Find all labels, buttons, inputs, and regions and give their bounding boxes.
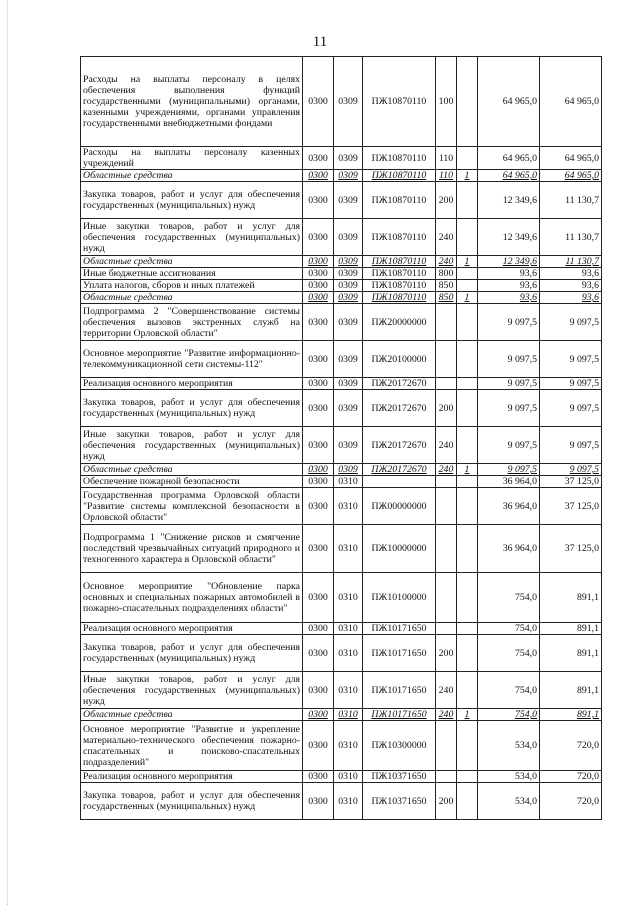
row-expense-type [436,476,457,488]
row-section: 0300 [303,709,334,721]
row-expense-type [436,771,457,783]
row-amount-2: 93,6 [540,292,602,304]
row-name: Закупка товаров, работ и услуг для обеспечения государственных (муниципальных) нужд [81,783,303,820]
row-name: Основное мероприятие "Обновление парка основных и специальных пожарных автомобилей в пожарно-спасательных подразделениях области" [81,573,303,623]
row-subsection: 0310 [334,783,363,820]
row-source [457,378,478,390]
row-target-article: ПЖ10870110 [363,57,436,147]
row-expense-type [436,525,457,573]
row-amount-2: 891,1 [540,709,602,721]
row-target-article: ПЖ10171650 [363,635,436,672]
row-name: Государственная программа Орловской области "Развитие системы комплексной безопасности в Орловской области" [81,488,303,525]
row-expense-type [436,623,457,635]
row-amount-2: 93,6 [540,280,602,292]
table-row [81,783,602,820]
table-row [81,341,602,378]
row-section: 0300 [303,623,334,635]
row-target-article: ПЖ00000000 [363,488,436,525]
row-amount-1: 93,6 [478,268,540,280]
row-subsection: 0309 [334,427,363,464]
row-expense-type [436,378,457,390]
row-target-article: ПЖ10870110 [363,280,436,292]
page-number: 11 [312,34,328,50]
row-amount-2: 64 965,0 [540,147,602,170]
row-amount-1: 754,0 [478,672,540,709]
row-name: Закупка товаров, работ и услуг для обеспечения государственных (муниципальных) нужд [81,182,303,219]
row-subsection: 0310 [334,672,363,709]
row-expense-type: 110 [436,170,457,182]
row-section: 0300 [303,427,334,464]
row-section: 0300 [303,464,334,476]
row-source [457,427,478,464]
table-row [81,390,602,427]
row-target-article: ПЖ10371650 [363,783,436,820]
table-row [81,476,602,488]
table-row [81,378,602,390]
row-amount-2: 891,1 [540,573,602,623]
row-target-article: ПЖ20100000 [363,341,436,378]
row-amount-2: 11 130,7 [540,256,602,268]
row-amount-2: 9 097,5 [540,378,602,390]
row-amount-1: 9 097,5 [478,427,540,464]
row-amount-1: 754,0 [478,635,540,672]
row-amount-1: 534,0 [478,721,540,771]
row-amount-2: 37 125,0 [540,525,602,573]
row-subsection: 0310 [334,623,363,635]
row-amount-2: 720,0 [540,771,602,783]
table-row [81,268,602,280]
row-target-article: ПЖ10870110 [363,256,436,268]
row-section: 0300 [303,672,334,709]
row-source [457,57,478,147]
table-row [81,525,602,573]
row-target-article: ПЖ10371650 [363,771,436,783]
row-amount-1: 12 349,6 [478,256,540,268]
row-expense-type: 200 [436,635,457,672]
row-target-article [363,476,436,488]
table-row [81,623,602,635]
row-expense-type: 240 [436,464,457,476]
row-amount-1: 36 964,0 [478,525,540,573]
row-amount-1: 64 965,0 [478,170,540,182]
row-target-article: ПЖ10870110 [363,170,436,182]
table-row [81,771,602,783]
row-name: Расходы на выплаты персоналу казенных учреждений [81,147,303,170]
row-target-article: ПЖ10171650 [363,672,436,709]
row-source [457,268,478,280]
row-section: 0300 [303,256,334,268]
row-source [457,280,478,292]
row-source [457,721,478,771]
table-row [81,635,602,672]
row-amount-2: 720,0 [540,783,602,820]
row-amount-1: 64 965,0 [478,57,540,147]
row-name: Реализация основного мероприятия [81,378,303,390]
row-amount-1: 64 965,0 [478,147,540,170]
row-source [457,488,478,525]
row-subsection: 0309 [334,390,363,427]
row-subsection: 0309 [334,219,363,256]
row-source [457,783,478,820]
row-name: Обеспечение пожарной безопасности [81,476,303,488]
row-amount-2: 93,6 [540,268,602,280]
table-row [81,57,602,147]
table-row [81,721,602,771]
row-amount-1: 9 097,5 [478,390,540,427]
row-amount-1: 9 097,5 [478,341,540,378]
row-source [457,476,478,488]
row-section: 0300 [303,378,334,390]
row-subsection: 0309 [334,256,363,268]
row-source [457,304,478,341]
row-amount-1: 93,6 [478,292,540,304]
row-amount-2: 720,0 [540,721,602,771]
row-name: Реализация основного мероприятия [81,771,303,783]
row-subsection: 0309 [334,57,363,147]
table-row [81,219,602,256]
row-name: Иные закупки товаров, работ и услуг для обеспечения государственных (муниципальных) нужд [81,427,303,464]
row-amount-1: 534,0 [478,771,540,783]
row-subsection: 0310 [334,635,363,672]
row-subsection: 0309 [334,280,363,292]
row-section: 0300 [303,170,334,182]
row-section: 0300 [303,268,334,280]
row-source [457,623,478,635]
row-expense-type: 240 [436,219,457,256]
row-section: 0300 [303,390,334,427]
row-name: Подпрограмма 2 "Совершенствование системы обеспечения вызовов экстренных служб на территории Орловской области" [81,304,303,341]
table-row [81,672,602,709]
row-amount-1: 754,0 [478,709,540,721]
row-section: 0300 [303,476,334,488]
row-expense-type [436,721,457,771]
row-section: 0300 [303,341,334,378]
row-section: 0300 [303,525,334,573]
row-expense-type: 240 [436,256,457,268]
row-amount-2: 11 130,7 [540,182,602,219]
row-section: 0300 [303,292,334,304]
row-section: 0300 [303,783,334,820]
row-section: 0300 [303,182,334,219]
row-subsection: 0310 [334,721,363,771]
table-row [81,573,602,623]
row-amount-1: 12 349,6 [478,219,540,256]
row-amount-1: 754,0 [478,573,540,623]
row-expense-type: 200 [436,182,457,219]
row-subsection: 0309 [334,268,363,280]
row-subsection: 0310 [334,709,363,721]
table-row [81,427,602,464]
row-target-article: ПЖ20172670 [363,390,436,427]
row-source [457,147,478,170]
table-row [81,256,602,268]
row-expense-type: 200 [436,783,457,820]
row-amount-2: 9 097,5 [540,304,602,341]
row-section: 0300 [303,635,334,672]
row-section: 0300 [303,280,334,292]
budget-table [80,56,602,820]
row-expense-type: 240 [436,709,457,721]
table-row [81,292,602,304]
row-subsection: 0310 [334,476,363,488]
row-name: Областные средства [81,292,303,304]
row-name: Областные средства [81,170,303,182]
row-expense-type [436,304,457,341]
row-target-article: ПЖ10100000 [363,573,436,623]
row-source [457,341,478,378]
row-name: Областные средства [81,464,303,476]
row-name: Закупка товаров, работ и услуг для обеспечения государственных (муниципальных) нужд [81,390,303,427]
row-section: 0300 [303,219,334,256]
row-source [457,219,478,256]
row-source [457,635,478,672]
row-expense-type: 200 [436,390,457,427]
row-subsection: 0310 [334,771,363,783]
row-subsection: 0309 [334,304,363,341]
row-target-article: ПЖ10000000 [363,525,436,573]
row-amount-1: 754,0 [478,623,540,635]
row-amount-2: 891,1 [540,635,602,672]
row-subsection: 0309 [334,292,363,304]
row-target-article: ПЖ20172670 [363,427,436,464]
row-subsection: 0310 [334,573,363,623]
row-target-article: ПЖ10870110 [363,292,436,304]
row-expense-type: 240 [436,427,457,464]
row-target-article: ПЖ10870110 [363,219,436,256]
row-name: Иные закупки товаров, работ и услуг для обеспечения государственных (муниципальных) нужд [81,672,303,709]
row-target-article: ПЖ10870110 [363,147,436,170]
row-name: Основное мероприятие "Развитие и укрепление материально-технического обеспечения пожарно-спасательных и поисково-спасательных подразделений" [81,721,303,771]
row-expense-type: 240 [436,672,457,709]
binding-margin [7,0,8,905]
row-target-article: ПЖ10171650 [363,709,436,721]
row-amount-2: 891,1 [540,672,602,709]
row-source [457,390,478,427]
row-target-article: ПЖ10300000 [363,721,436,771]
row-amount-2: 9 097,5 [540,390,602,427]
row-expense-type: 800 [436,268,457,280]
row-expense-type: 100 [436,57,457,147]
row-section: 0300 [303,721,334,771]
row-amount-2: 9 097,5 [540,464,602,476]
row-name: Уплата налогов, сборов и иных платежей [81,280,303,292]
row-expense-type: 850 [436,292,457,304]
row-amount-2: 64 965,0 [540,57,602,147]
row-source [457,525,478,573]
row-section: 0300 [303,57,334,147]
row-source: 1 [457,292,478,304]
table-row [81,170,602,182]
row-expense-type: 850 [436,280,457,292]
row-section: 0300 [303,147,334,170]
row-target-article: ПЖ10870110 [363,182,436,219]
row-target-article: ПЖ10870110 [363,268,436,280]
row-expense-type [436,341,457,378]
row-amount-1: 36 964,0 [478,488,540,525]
row-source: 1 [457,709,478,721]
row-source: 1 [457,256,478,268]
row-section: 0300 [303,488,334,525]
row-amount-1: 12 349,6 [478,182,540,219]
row-source: 1 [457,464,478,476]
row-subsection: 0309 [334,147,363,170]
row-section: 0300 [303,304,334,341]
row-amount-2: 64 965,0 [540,170,602,182]
row-expense-type [436,488,457,525]
row-name: Иные бюджетные ассигнования [81,268,303,280]
table-row [81,147,602,170]
row-amount-1: 9 097,5 [478,378,540,390]
row-amount-2: 37 125,0 [540,488,602,525]
row-amount-2: 37 125,0 [540,476,602,488]
row-amount-2: 11 130,7 [540,219,602,256]
row-expense-type [436,573,457,623]
row-source [457,771,478,783]
row-name: Реализация основного мероприятия [81,623,303,635]
row-section: 0300 [303,573,334,623]
row-name: Закупка товаров, работ и услуг для обеспечения государственных (муниципальных) нужд [81,635,303,672]
row-expense-type: 110 [436,147,457,170]
table-row [81,709,602,721]
row-name: Расходы на выплаты персоналу в целях обеспечения выполнения функций государственными (муниципальными) органами, казенными учреждениями, органами управления государственными внебюджетными фондами [81,57,303,147]
row-subsection: 0310 [334,488,363,525]
row-source [457,182,478,219]
row-target-article: ПЖ20172670 [363,464,436,476]
row-target-article: ПЖ10171650 [363,623,436,635]
row-section: 0300 [303,771,334,783]
row-source [457,573,478,623]
row-amount-2: 9 097,5 [540,427,602,464]
table-row [81,464,602,476]
row-amount-1: 534,0 [478,783,540,820]
row-amount-1: 9 097,5 [478,304,540,341]
row-name: Иные закупки товаров, работ и услуг для обеспечения государственных (муниципальных) нужд [81,219,303,256]
row-subsection: 0309 [334,182,363,219]
table-row [81,280,602,292]
row-amount-2: 9 097,5 [540,341,602,378]
table-body [81,57,602,820]
row-subsection: 0309 [334,170,363,182]
table-row [81,488,602,525]
row-name: Подпрограмма 1 "Снижение рисков и смягчение последствий чрезвычайных ситуаций природного и техногенного характера в Орловской области" [81,525,303,573]
row-name: Основное мероприятие "Развитие информационно-телекоммуникационной сети системы-112" [81,341,303,378]
row-target-article: ПЖ20172670 [363,378,436,390]
row-subsection: 0310 [334,525,363,573]
row-source: 1 [457,170,478,182]
row-amount-1: 36 964,0 [478,476,540,488]
row-subsection: 0309 [334,464,363,476]
row-amount-1: 93,6 [478,280,540,292]
row-name: Областные средства [81,709,303,721]
row-subsection: 0309 [334,378,363,390]
table-row [81,304,602,341]
table-row [81,182,602,219]
row-source [457,672,478,709]
row-amount-2: 891,1 [540,623,602,635]
row-amount-1: 9 097,5 [478,464,540,476]
row-subsection: 0309 [334,341,363,378]
row-name: Областные средства [81,256,303,268]
row-target-article: ПЖ20000000 [363,304,436,341]
